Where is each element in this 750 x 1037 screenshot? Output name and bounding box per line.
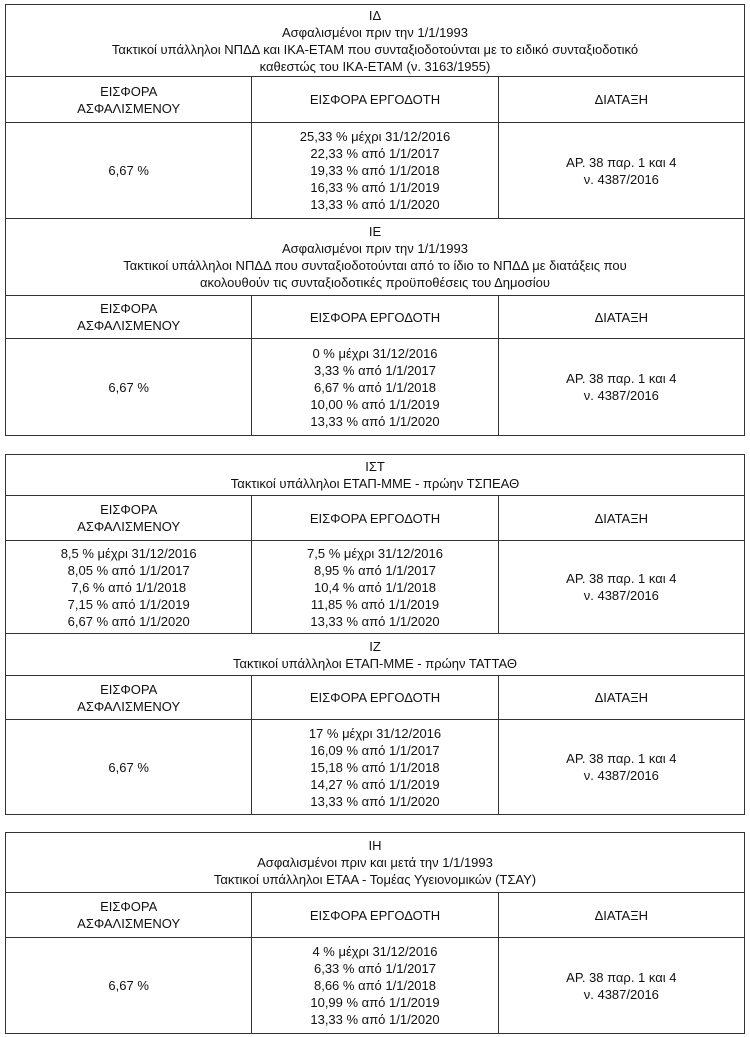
section-code: ΙΔ (368, 7, 382, 23)
provision-header: ΔΙΑΤΑΞΗ (498, 893, 744, 938)
insured-contribution-cell: 8,5 % μέχρι 31/12/2016 8,05 % από 1/1/2017 7,6 % από 1/1/2018 7,15 % από 1/1/2019 6,67 % από 1/1/2020 (6, 541, 252, 634)
insured-contribution-header: ΕΙΣΦΟΡΑ ΑΣΦΑΛΙΣΜΕΝΟΥ (6, 676, 252, 720)
employer-contribution-header: ΕΙΣΦΟΡΑ ΕΡΓΟΔΟΤΗ (252, 77, 498, 123)
section-title-line: Ασφαλισμένοι πριν και μετά την 1/1/1993 (257, 855, 493, 870)
section-title-line: Τακτικοί υπάλληλοι ΕΤΑΠ-ΜΜΕ - πρώην ΤΑΤΤΑΘ (233, 655, 517, 671)
employer-contribution-cell: 7,5 % μέχρι 31/12/2016 8,95 % από 1/1/2017 10,4 % από 1/1/2018 11,85 % από 1/1/2019 13,33 % από 1/1/2020 (252, 541, 498, 634)
section-title (6, 634, 745, 676)
insured-contribution-header: ΕΙΣΦΟΡΑ ΑΣΦΑΛΙΣΜΕΝΟΥ (6, 296, 252, 339)
data-row (6, 541, 745, 634)
section-title (6, 455, 745, 496)
section-title-line: Τακτικοί υπάλληλοι ΕΤΑΑ - Τομέας Υγειονομικών (ΤΣΑΥ) (213, 872, 537, 887)
section-title (6, 219, 745, 296)
section-code: ΙΣΤ (365, 459, 385, 474)
section-title-row (6, 634, 745, 676)
section-title-line: Τακτικοί υπάλληλοι ΕΤΑΠ-ΜΜΕ - πρώην ΤΣΠΕΑΘ (230, 476, 520, 491)
section-title-line: καθεστώς του ΙΚΑ-ΕΤΑΜ (ν. 3163/1955) (259, 58, 491, 74)
insured-contribution-header: ΕΙΣΦΟΡΑ ΑΣΦΑΛΙΣΜΕΝΟΥ (6, 77, 252, 123)
data-row (6, 720, 745, 815)
contribution-table-2 (5, 454, 745, 815)
header-row (6, 496, 745, 541)
section-title-row (6, 219, 745, 296)
employer-contribution-cell: 17 % μέχρι 31/12/2016 16,09 % από 1/1/2017 15,18 % από 1/1/2018 14,27 % από 1/1/2019 13,33 % από 1/1/2020 (252, 720, 498, 815)
header-row (6, 893, 745, 938)
data-row (6, 339, 745, 436)
insured-contribution-cell: 6,67 % (6, 339, 252, 436)
section-code: ΙΗ (368, 838, 382, 853)
header-row (6, 77, 745, 123)
provision-cell: ΑΡ. 38 παρ. 1 και 4 ν. 4387/2016 (498, 720, 744, 815)
section-title-row (6, 455, 745, 496)
header-row (6, 296, 745, 339)
header-row (6, 676, 745, 720)
section-title (6, 5, 745, 77)
section-title-row (6, 5, 745, 77)
employer-contribution-header: ΕΙΣΦΟΡΑ ΕΡΓΟΔΟΤΗ (252, 496, 498, 541)
data-row (6, 938, 745, 1034)
provision-cell: ΑΡ. 38 παρ. 1 και 4 ν. 4387/2016 (498, 938, 744, 1034)
employer-contribution-header: ΕΙΣΦΟΡΑ ΕΡΓΟΔΟΤΗ (252, 296, 498, 339)
section-code: ΙΕ (368, 224, 382, 239)
contribution-table-3 (5, 832, 745, 1034)
section-title-line: Τακτικοί υπάλληλοι ΝΠΔΔ και ΙΚΑ-ΕΤΑΜ που συνταξιοδοτούνται με το ειδικό συνταξιοδοτικό (111, 41, 639, 57)
provision-header: ΔΙΑΤΑΞΗ (498, 296, 744, 339)
section-title-row (6, 833, 745, 893)
provision-header: ΔΙΑΤΑΞΗ (498, 77, 744, 123)
provision-header: ΔΙΑΤΑΞΗ (498, 676, 744, 720)
provision-cell: ΑΡ. 38 παρ. 1 και 4 ν. 4387/2016 (498, 123, 744, 219)
section-title-line: Ασφαλισμένοι πριν την 1/1/1993 (281, 241, 468, 256)
section-title (6, 833, 745, 893)
provision-header: ΔΙΑΤΑΞΗ (498, 496, 744, 541)
provision-cell: ΑΡ. 38 παρ. 1 και 4 ν. 4387/2016 (498, 339, 744, 436)
section-title-line: ακολουθούν τις συνταξιοδοτικές προϋποθέσεις του Δημοσίου (200, 275, 550, 290)
insured-contribution-header: ΕΙΣΦΟΡΑ ΑΣΦΑΛΙΣΜΕΝΟΥ (6, 893, 252, 938)
employer-contribution-header: ΕΙΣΦΟΡΑ ΕΡΓΟΔΟΤΗ (252, 893, 498, 938)
insured-contribution-cell: 6,67 % (6, 720, 252, 815)
provision-cell: ΑΡ. 38 παρ. 1 και 4 ν. 4387/2016 (498, 541, 744, 634)
section-title-line: Ασφαλισμένοι πριν την 1/1/1993 (281, 24, 468, 40)
data-row (6, 123, 745, 219)
employer-contribution-header: ΕΙΣΦΟΡΑ ΕΡΓΟΔΟΤΗ (252, 676, 498, 720)
insured-contribution-cell: 6,67 % (6, 938, 252, 1034)
insured-contribution-cell: 6,67 % (6, 123, 252, 219)
employer-contribution-cell: 25,33 % μέχρι 31/12/2016 22,33 % από 1/1/2017 19,33 % από 1/1/2018 16,33 % από 1/1/2019 13,33 % από 1/1/2020 (252, 123, 498, 219)
section-title-line: Τακτικοί υπάλληλοι ΝΠΔΔ που συνταξιοδοτούνται από το ίδιο το ΝΠΔΔ με διατάξεις που (123, 258, 627, 273)
employer-contribution-cell: 4 % μέχρι 31/12/2016 6,33 % από 1/1/2017 8,66 % από 1/1/2018 10,99 % από 1/1/2019 13,33 % από 1/1/2020 (252, 938, 498, 1034)
employer-contribution-cell: 0 % μέχρι 31/12/2016 3,33 % από 1/1/2017 6,67 % από 1/1/2018 10,00 % από 1/1/2019 13,33 % από 1/1/2020 (252, 339, 498, 436)
insured-contribution-header: ΕΙΣΦΟΡΑ ΑΣΦΑΛΙΣΜΕΝΟΥ (6, 496, 252, 541)
contribution-table-1 (5, 4, 745, 436)
section-code: ΙΖ (369, 638, 381, 654)
